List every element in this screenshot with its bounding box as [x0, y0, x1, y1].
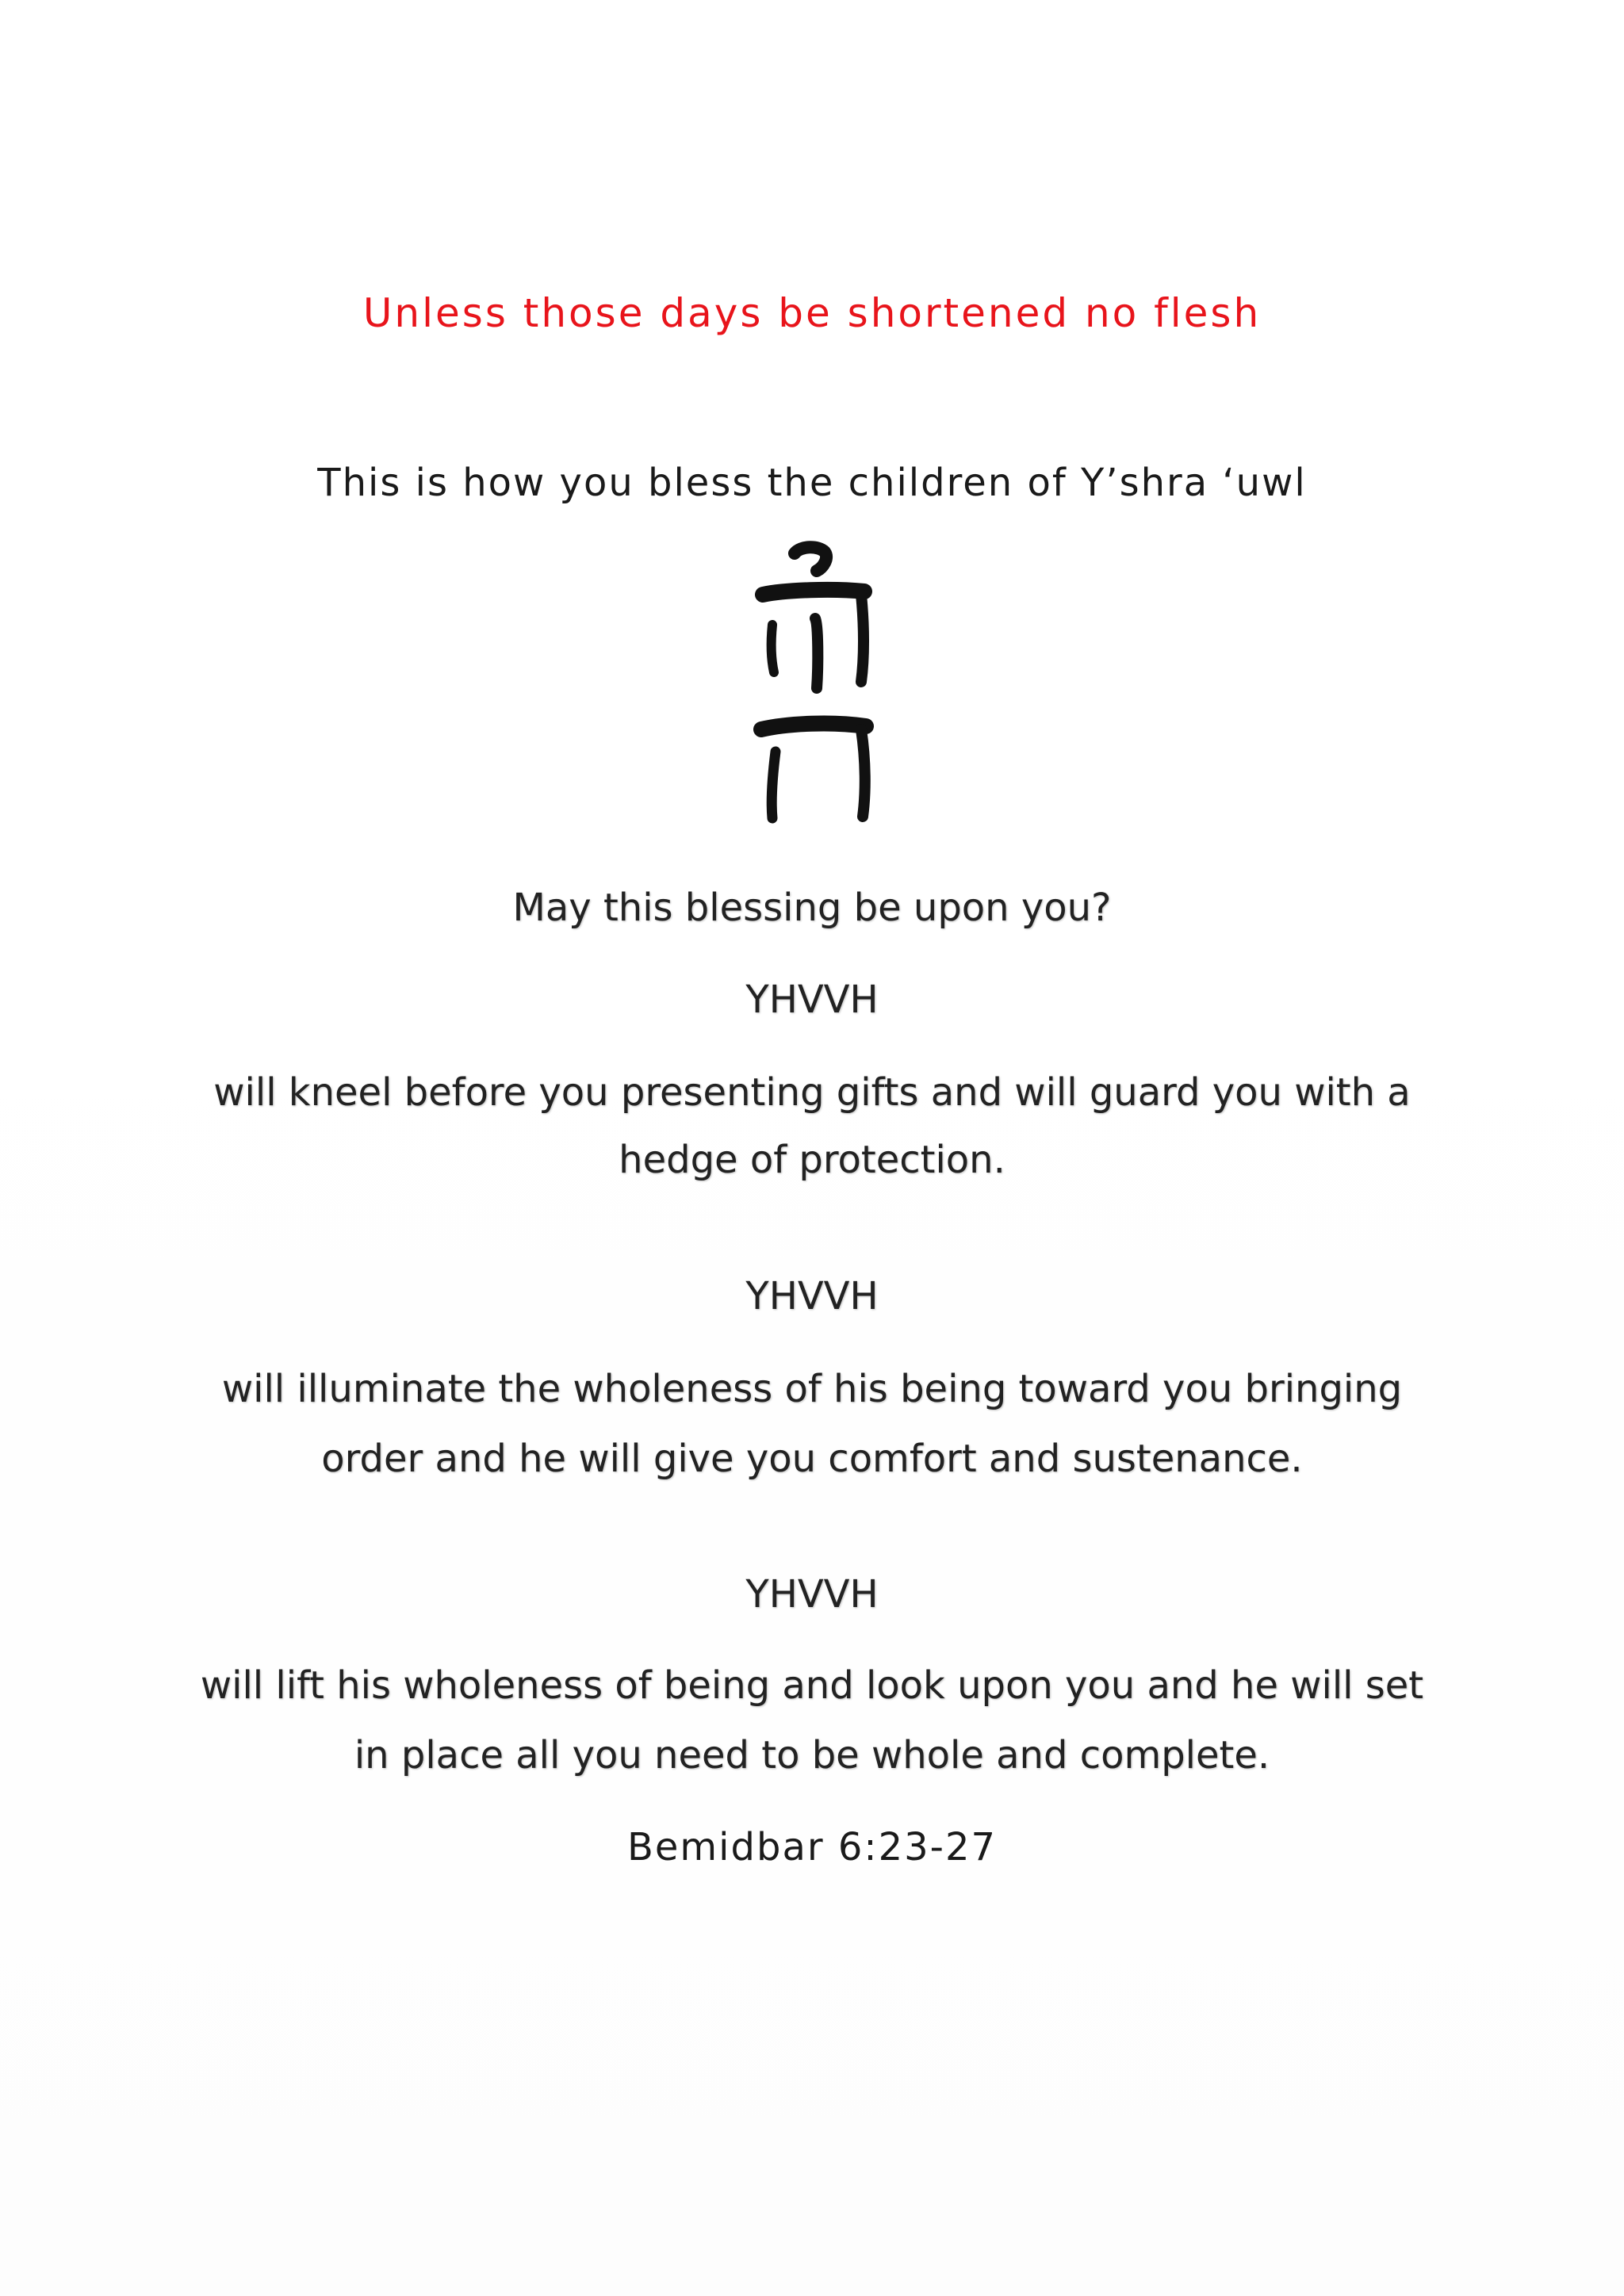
page-title: Unless those days be shortened no flesh — [362, 290, 1262, 336]
verse-line: will lift his wholeness of being and look upon you and he will set — [200, 1663, 1424, 1708]
verse-line: will kneel before you presenting gifts and will guard you with a — [213, 1070, 1411, 1115]
divine-name: YHVVH — [745, 978, 879, 1022]
divine-name: YHVVH — [745, 1274, 879, 1318]
verse-line: hedge of protection. — [619, 1138, 1005, 1182]
divine-name: YHVVH — [745, 1572, 879, 1617]
verse-line: order and he will give you comfort and sustenance. — [321, 1437, 1303, 1481]
scripture-reference: Bemidbar 6:23-27 — [626, 1825, 998, 1869]
blessing-question: May this blessing be upon you? — [512, 886, 1112, 930]
ancient-hebrew-letters-icon — [745, 539, 888, 832]
intro-line: This is how you bless the children of Y’shra ‘uwl — [317, 461, 1307, 505]
verse-line: will illuminate the wholeness of his being toward you bringing — [221, 1367, 1403, 1411]
verse-line: in place all you need to be whole and complete. — [354, 1733, 1270, 1777]
